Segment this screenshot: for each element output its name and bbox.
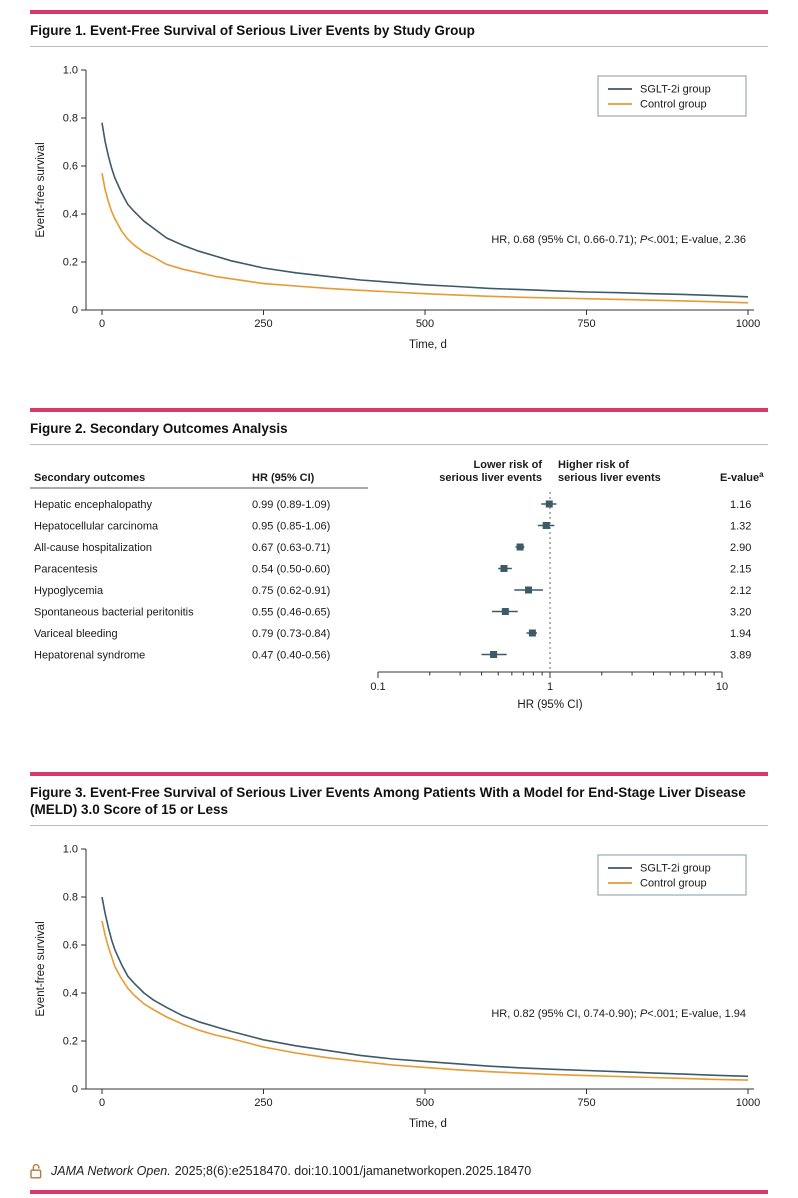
figure-2-title-rule — [30, 444, 768, 445]
svg-text:HR, 0.82 (95% CI, 0.74-0.90);: HR, 0.82 (95% CI, 0.74-0.90); P<.001; E-value, 1.94 — [491, 1008, 746, 1021]
svg-text:0.79 (0.73-0.84): 0.79 (0.73-0.84) — [252, 627, 331, 640]
figure-2-title: Figure 2. Secondary Outcomes Analysis — [30, 420, 288, 436]
svg-text:3.89: 3.89 — [730, 649, 752, 662]
svg-text:0: 0 — [98, 1097, 106, 1110]
footer-accent-bar — [30, 1190, 768, 1194]
figure-3-title: Figure 3. Event-Free Survival of Serious Liver Events Among Patients With a Model for End-Stage Liver Disease (MELD) 3.0 Score of 15 or Less — [30, 784, 746, 818]
figure-3-section — [30, 772, 768, 1136]
svg-text:Spontaneous bacterial peritoni: Spontaneous bacterial peritonitis — [34, 606, 194, 619]
svg-text:0.1: 0.1 — [370, 680, 386, 693]
svg-text:Event-free survival: Event-free survival — [35, 142, 47, 238]
svg-text:0: 0 — [71, 1083, 78, 1096]
svg-text:2.12: 2.12 — [730, 584, 752, 597]
svg-text:1.32: 1.32 — [730, 520, 752, 533]
figure-1-section — [30, 10, 768, 356]
svg-text:Secondary outcomes: Secondary outcomes — [34, 471, 146, 484]
figure-1-title: Figure 1. Event-Free Survival of Serious Liver Events by Study Group — [30, 23, 475, 38]
svg-text:0: 0 — [98, 317, 106, 330]
svg-text:HR (95% CI): HR (95% CI) — [517, 698, 583, 711]
svg-text:Paracentesis: Paracentesis — [34, 563, 98, 576]
figure-3-survival-chart — [30, 835, 768, 1135]
svg-text:Hypoglycemia: Hypoglycemia — [34, 584, 104, 597]
svg-text:HR, 0.68 (95% CI, 0.66-0.71);: HR, 0.68 (95% CI, 0.66-0.71); P<.001; E-value, 2.36 — [491, 233, 746, 246]
svg-text:0.54 (0.50-0.60): 0.54 (0.50-0.60) — [252, 563, 331, 576]
svg-text:750: 750 — [577, 317, 596, 330]
citation-text — [51, 1164, 531, 1178]
forest-svg — [30, 454, 768, 722]
citation-details: 2025;8(6):e2518470. doi:10.1001/jamanetworkopen.2025.18470 — [174, 1164, 532, 1179]
svg-text:0.2: 0.2 — [62, 1035, 78, 1048]
svg-text:0.67 (0.63-0.71): 0.67 (0.63-0.71) — [252, 541, 331, 554]
svg-text:2.15: 2.15 — [730, 563, 752, 576]
svg-text:0: 0 — [71, 304, 78, 317]
svg-text:serious liver events: serious liver events — [439, 471, 542, 484]
svg-text:3.20: 3.20 — [730, 606, 752, 619]
svg-text:10: 10 — [715, 680, 729, 693]
svg-text:SGLT-2i group: SGLT-2i group — [640, 862, 711, 875]
svg-text:0.2: 0.2 — [62, 256, 78, 269]
svg-text:Control group: Control group — [640, 98, 707, 111]
svg-text:serious liver events: serious liver events — [558, 471, 661, 484]
svg-text:0.95 (0.85-1.06): 0.95 (0.85-1.06) — [252, 520, 331, 533]
svg-text:SGLT-2i group: SGLT-2i group — [640, 83, 711, 96]
svg-text:E-valuea: E-value$^a$ — [720, 469, 764, 484]
svg-text:Event-free survival: Event-free survival — [35, 921, 47, 1017]
svg-text:Time, d: Time, d — [409, 338, 447, 351]
svg-text:Hepatic encephalopathy: Hepatic encephalopathy — [34, 498, 153, 511]
figure-1-title-rule — [30, 46, 768, 47]
svg-text:0.99 (0.89-1.09): 0.99 (0.89-1.09) — [252, 498, 331, 511]
svg-text:Higher risk of: Higher risk of — [558, 458, 629, 471]
svg-text:1.0: 1.0 — [62, 843, 78, 856]
svg-text:Hepatocellular carcinoma: Hepatocellular carcinoma — [34, 520, 159, 533]
km-svg — [30, 56, 768, 356]
svg-text:500: 500 — [415, 317, 435, 330]
svg-text:750: 750 — [577, 1097, 596, 1110]
citation-row — [30, 1163, 768, 1179]
svg-text:1: 1 — [546, 680, 554, 693]
journal-name: JAMA Network Open. — [51, 1164, 171, 1179]
svg-text:1000: 1000 — [735, 1097, 761, 1110]
svg-text:0.6: 0.6 — [62, 160, 78, 173]
svg-text:1.94: 1.94 — [730, 627, 752, 640]
svg-text:HR (95% CI): HR (95% CI) — [252, 471, 315, 484]
svg-text:0.6: 0.6 — [62, 939, 78, 952]
svg-text:Lower risk of: Lower risk of — [473, 458, 542, 471]
svg-text:Variceal bleeding: Variceal bleeding — [34, 627, 118, 640]
figure-2-forest-plot — [30, 454, 768, 722]
km-svg — [30, 835, 768, 1135]
svg-text:All-cause hospitalization: All-cause hospitalization — [34, 541, 153, 554]
svg-text:Control group: Control group — [640, 877, 707, 890]
svg-text:500: 500 — [415, 1097, 435, 1110]
figure-3-title-rule — [30, 825, 768, 826]
svg-text:Hepatorenal syndrome: Hepatorenal syndrome — [34, 649, 146, 662]
svg-text:2.90: 2.90 — [730, 541, 752, 554]
svg-text:1.0: 1.0 — [62, 64, 78, 77]
svg-text:0.47 (0.40-0.56): 0.47 (0.40-0.56) — [252, 649, 331, 662]
open-access-lock-icon — [30, 1163, 43, 1179]
svg-text:1000: 1000 — [735, 317, 761, 330]
figure-1-survival-chart — [30, 56, 768, 356]
svg-text:0.75 (0.62-0.91): 0.75 (0.62-0.91) — [252, 584, 331, 597]
svg-text:0.4: 0.4 — [62, 987, 78, 1000]
svg-text:0.8: 0.8 — [62, 112, 78, 125]
svg-text:250: 250 — [254, 317, 273, 330]
svg-text:0.8: 0.8 — [62, 891, 78, 904]
svg-text:0.4: 0.4 — [62, 208, 78, 221]
citation-footer — [30, 1163, 768, 1194]
svg-text:1.16: 1.16 — [730, 498, 752, 511]
svg-text:Time, d: Time, d — [409, 1118, 447, 1131]
figure-2-section — [30, 408, 768, 722]
svg-text:0.55 (0.46-0.65): 0.55 (0.46-0.65) — [252, 606, 331, 619]
svg-text:250: 250 — [254, 1097, 273, 1110]
